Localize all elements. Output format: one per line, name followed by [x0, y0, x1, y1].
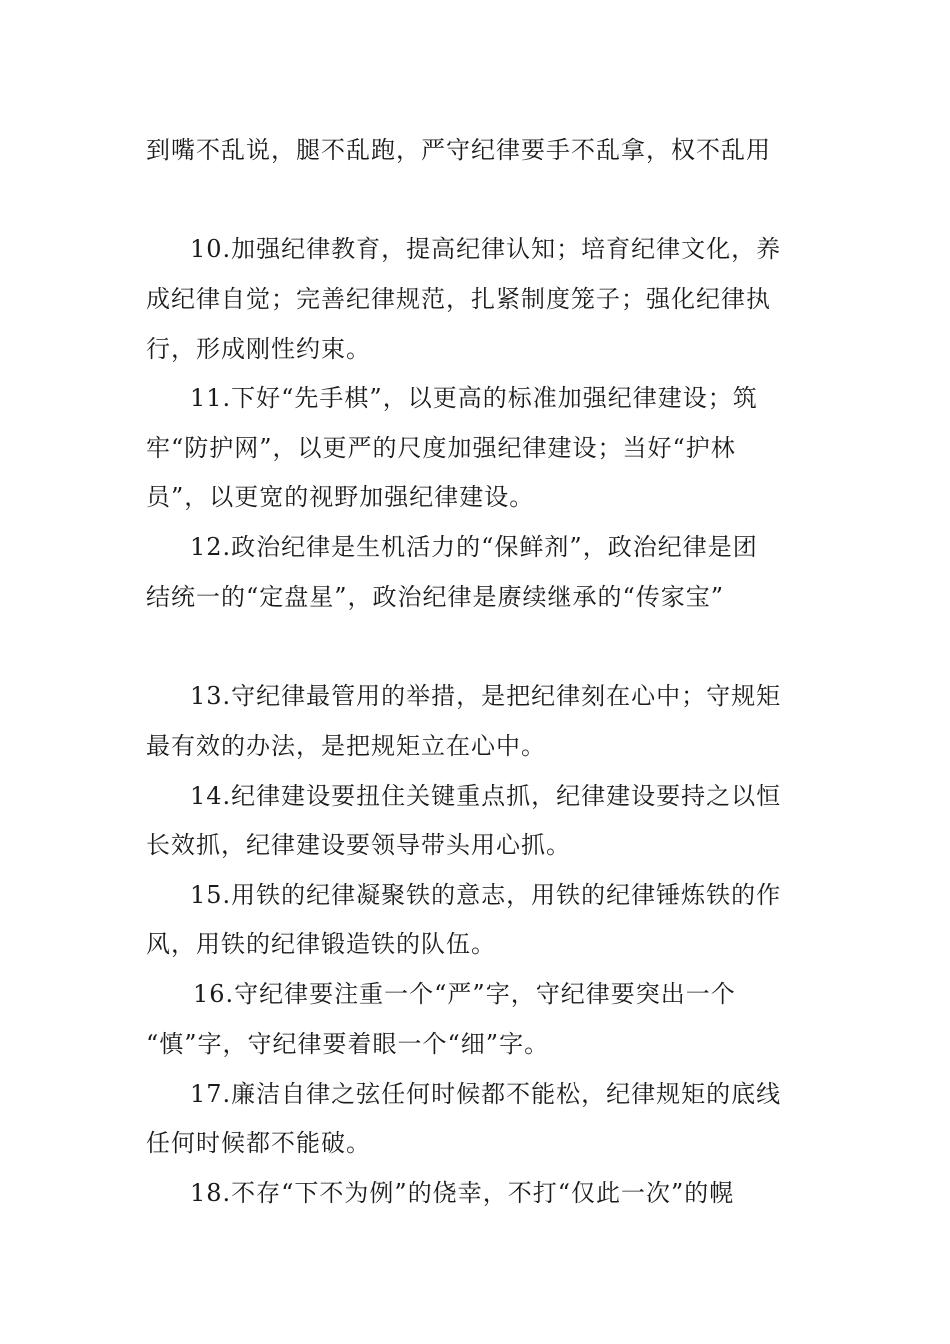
paragraph-17-line-1: 17.廉洁自律之弦任何时候都不能松，纪律规矩的底线: [190, 1080, 782, 1108]
paragraph-15-line-1: 15.用铁的纪律凝聚铁的意志，用铁的纪律锤炼铁的作: [190, 881, 782, 909]
paragraph-11-line-2: 牢“防护网”，以更严的尺度加强纪律建设；当好“护林: [146, 434, 736, 462]
paragraph-15-line-2: 风，用铁的纪律锻造铁的队伍。: [146, 930, 496, 958]
paragraph-9-line-1: 到嘴不乱说，腿不乱跑，严守纪律要手不乱拿，权不乱用: [146, 136, 771, 164]
paragraph-14-line-1: 14.纪律建设要扭住关键重点抓，纪律建设要持之以恒: [190, 782, 782, 810]
paragraph-13-line-2: 最有效的办法，是把规矩立在心中。: [146, 732, 546, 760]
paragraph-10-line-3: 行，形成刚性约束。: [146, 335, 371, 363]
paragraph-11-line-1: 11.下好“先手棋”，以更高的标准加强纪律建设；筑: [190, 384, 758, 412]
paragraph-14-line-2: 长效抓，纪律建设要领导带头用心抓。: [146, 831, 571, 859]
paragraph-16-line-2: “慎”字，守纪律要着眼一个“细”字。: [146, 1030, 550, 1058]
paragraph-12-line-2: 结统一的“定盘星”，政治纪律是赓续继承的“传家宝”: [146, 583, 725, 611]
paragraph-12-line-1: 12.政治纪律是生机活力的“保鲜剂”，政治纪律是团: [190, 533, 758, 561]
paragraph-10-line-1: 10.加强纪律教育，提高纪律认知；培育纪律文化，养: [190, 235, 782, 263]
paragraph-11-line-3: 员”，以更宽的视野加强纪律建设。: [146, 483, 535, 511]
paragraph-13-line-1: 13.守纪律最管用的举措，是把纪律刻在心中；守规矩: [190, 682, 782, 710]
paragraph-16-line-1: 16.守纪律要注重一个“严”字，守纪律要突出一个: [193, 980, 736, 1008]
paragraph-10-line-2: 成纪律自觉；完善纪律规范，扎紧制度笼子；强化纪律执: [146, 285, 771, 313]
paragraph-17-line-2: 任何时候都不能破。: [146, 1129, 371, 1157]
paragraph-18-line-1: 18.不存“下不为例”的侥幸，不打“仅此一次”的幌: [190, 1179, 735, 1207]
